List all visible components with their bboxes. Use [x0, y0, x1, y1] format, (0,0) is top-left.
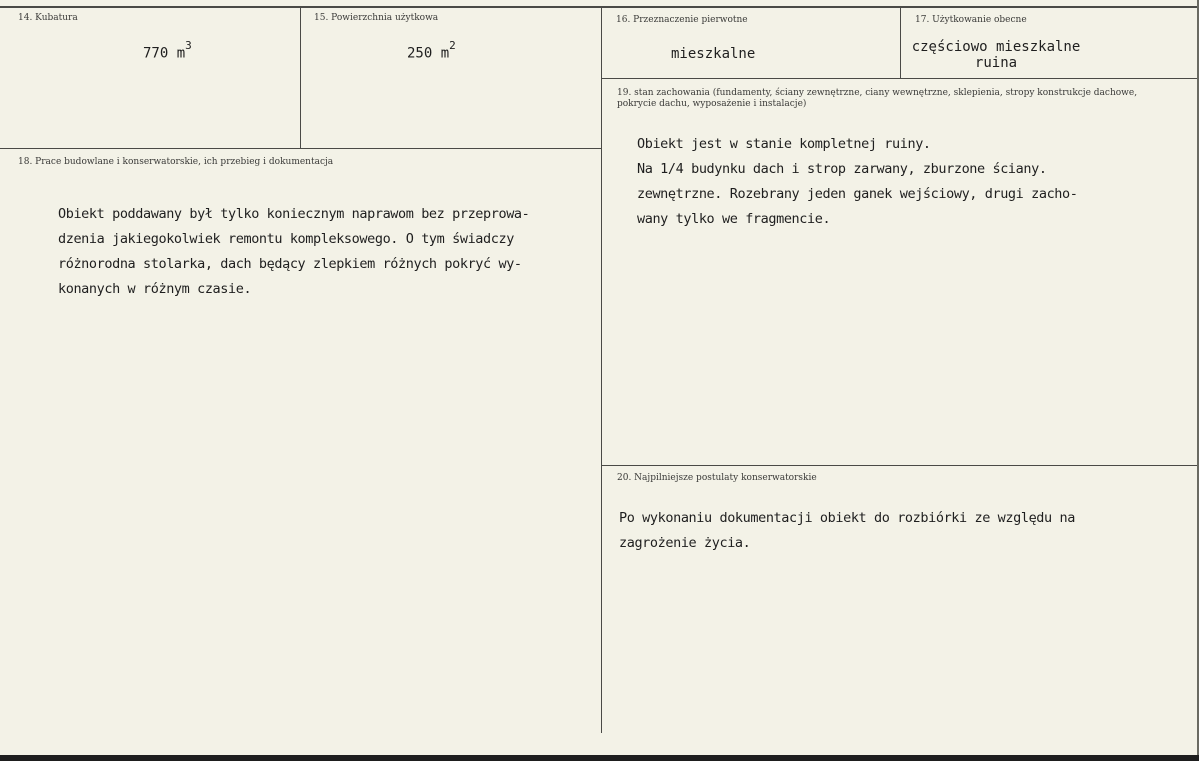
field-16-value: mieszkalne — [671, 46, 756, 62]
top-border — [0, 6, 1197, 8]
field-19-label: 19. stan zachowania (fundamenty, ściany zewnętrzne, ciany wewnętrzne, sklepienia, stropy konstrukcje dachowe, pokrycie dachu, wyposażenie i instalacje) — [617, 88, 1138, 109]
field-18-label: 18. Prace budowlane i konserwatorskie, ich przebieg i dokumentacja — [18, 157, 334, 167]
field-15-value: 250 $m^2$ — [407, 39, 456, 62]
field-18-text — [58, 202, 529, 302]
field-19-line: zewnętrzne. Rozebrany jeden ganek wejściowy, drugi zacho- — [637, 186, 1078, 202]
field-17-value-line1: częściowo mieszkalne — [911, 39, 1081, 55]
field-14-label: 14. Kubatura — [18, 13, 78, 23]
field-18-line: Obiekt poddawany był tylko koniecznym naprawom bez przeprowa- — [58, 206, 530, 222]
field-19-line: wany tylko we fragmencie. — [637, 211, 831, 227]
field-19-text — [637, 132, 1077, 232]
field-20-line: zagrożenie życia. — [619, 535, 751, 551]
field-18-line: różnorodna stolarka, dach będący zlepkiem różnych pokryć wy- — [58, 256, 522, 272]
field-18-line: dzenia jakiegokolwiek remontu kompleksowego. O tym świadczy — [58, 231, 514, 247]
field-18-line: konanych w różnym czasie. — [58, 281, 252, 297]
rule-under-14-15 — [0, 148, 601, 149]
field-20-label: 20. Najpilniejsze postulaty konserwatorskie — [617, 473, 817, 483]
divider-14-15 — [300, 8, 301, 148]
field-16-label: 16. Przeznaczenie pierwotne — [616, 15, 748, 25]
main-column-divider — [601, 8, 602, 733]
field-15-label: 15. Powierzchnia użytkowa — [314, 13, 439, 23]
field-17-label: 17. Użytkowanie obecne — [915, 15, 1027, 25]
field-20-line: Po wykonaniu dokumentacji obiekt do rozbiórki ze względu na — [619, 510, 1075, 526]
field-14-value: 770 $m^3$ — [143, 39, 192, 62]
divider-16-17 — [900, 8, 901, 79]
field-19-line: Obiekt jest w stanie kompletnej ruiny. — [637, 136, 931, 152]
field-20-text — [619, 506, 1075, 556]
rule-above-20 — [602, 465, 1197, 466]
field-19-line: Na 1/4 budynku dach i strop zarwany, zburzone ściany. — [637, 161, 1047, 177]
field-17-value-line2: ruina — [974, 55, 1018, 71]
rule-under-16-17 — [602, 78, 1197, 79]
